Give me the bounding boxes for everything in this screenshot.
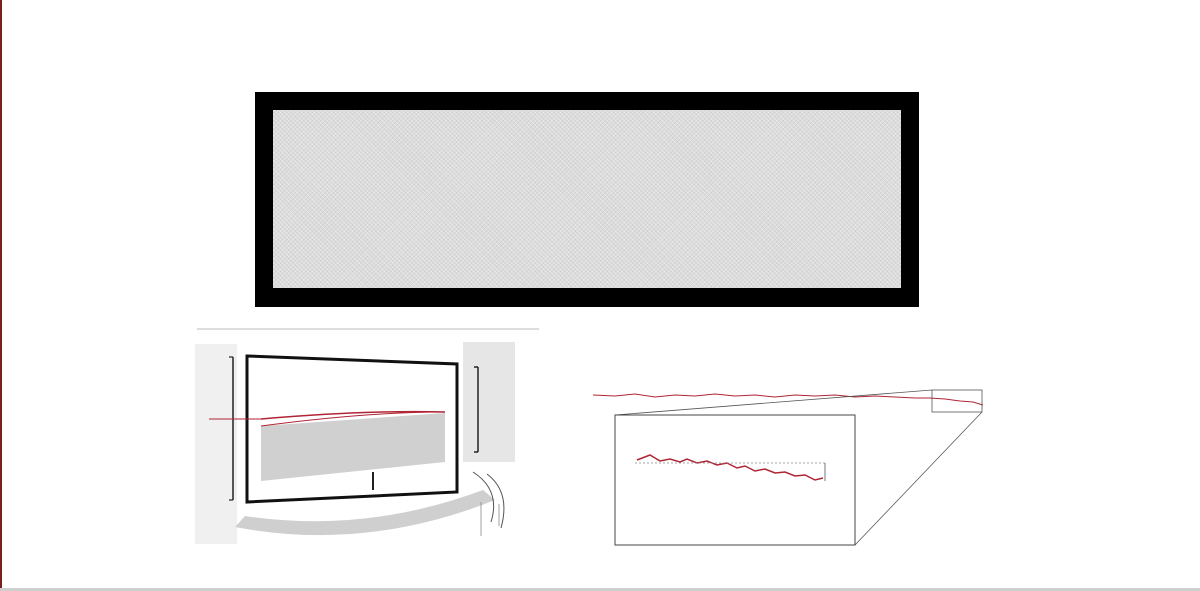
screen-fabric-texture [273,110,901,288]
projection-screen-image [255,92,919,307]
gain-diagram [195,322,545,562]
frequency-response-chart [575,335,995,550]
left-border-rule [0,0,2,591]
